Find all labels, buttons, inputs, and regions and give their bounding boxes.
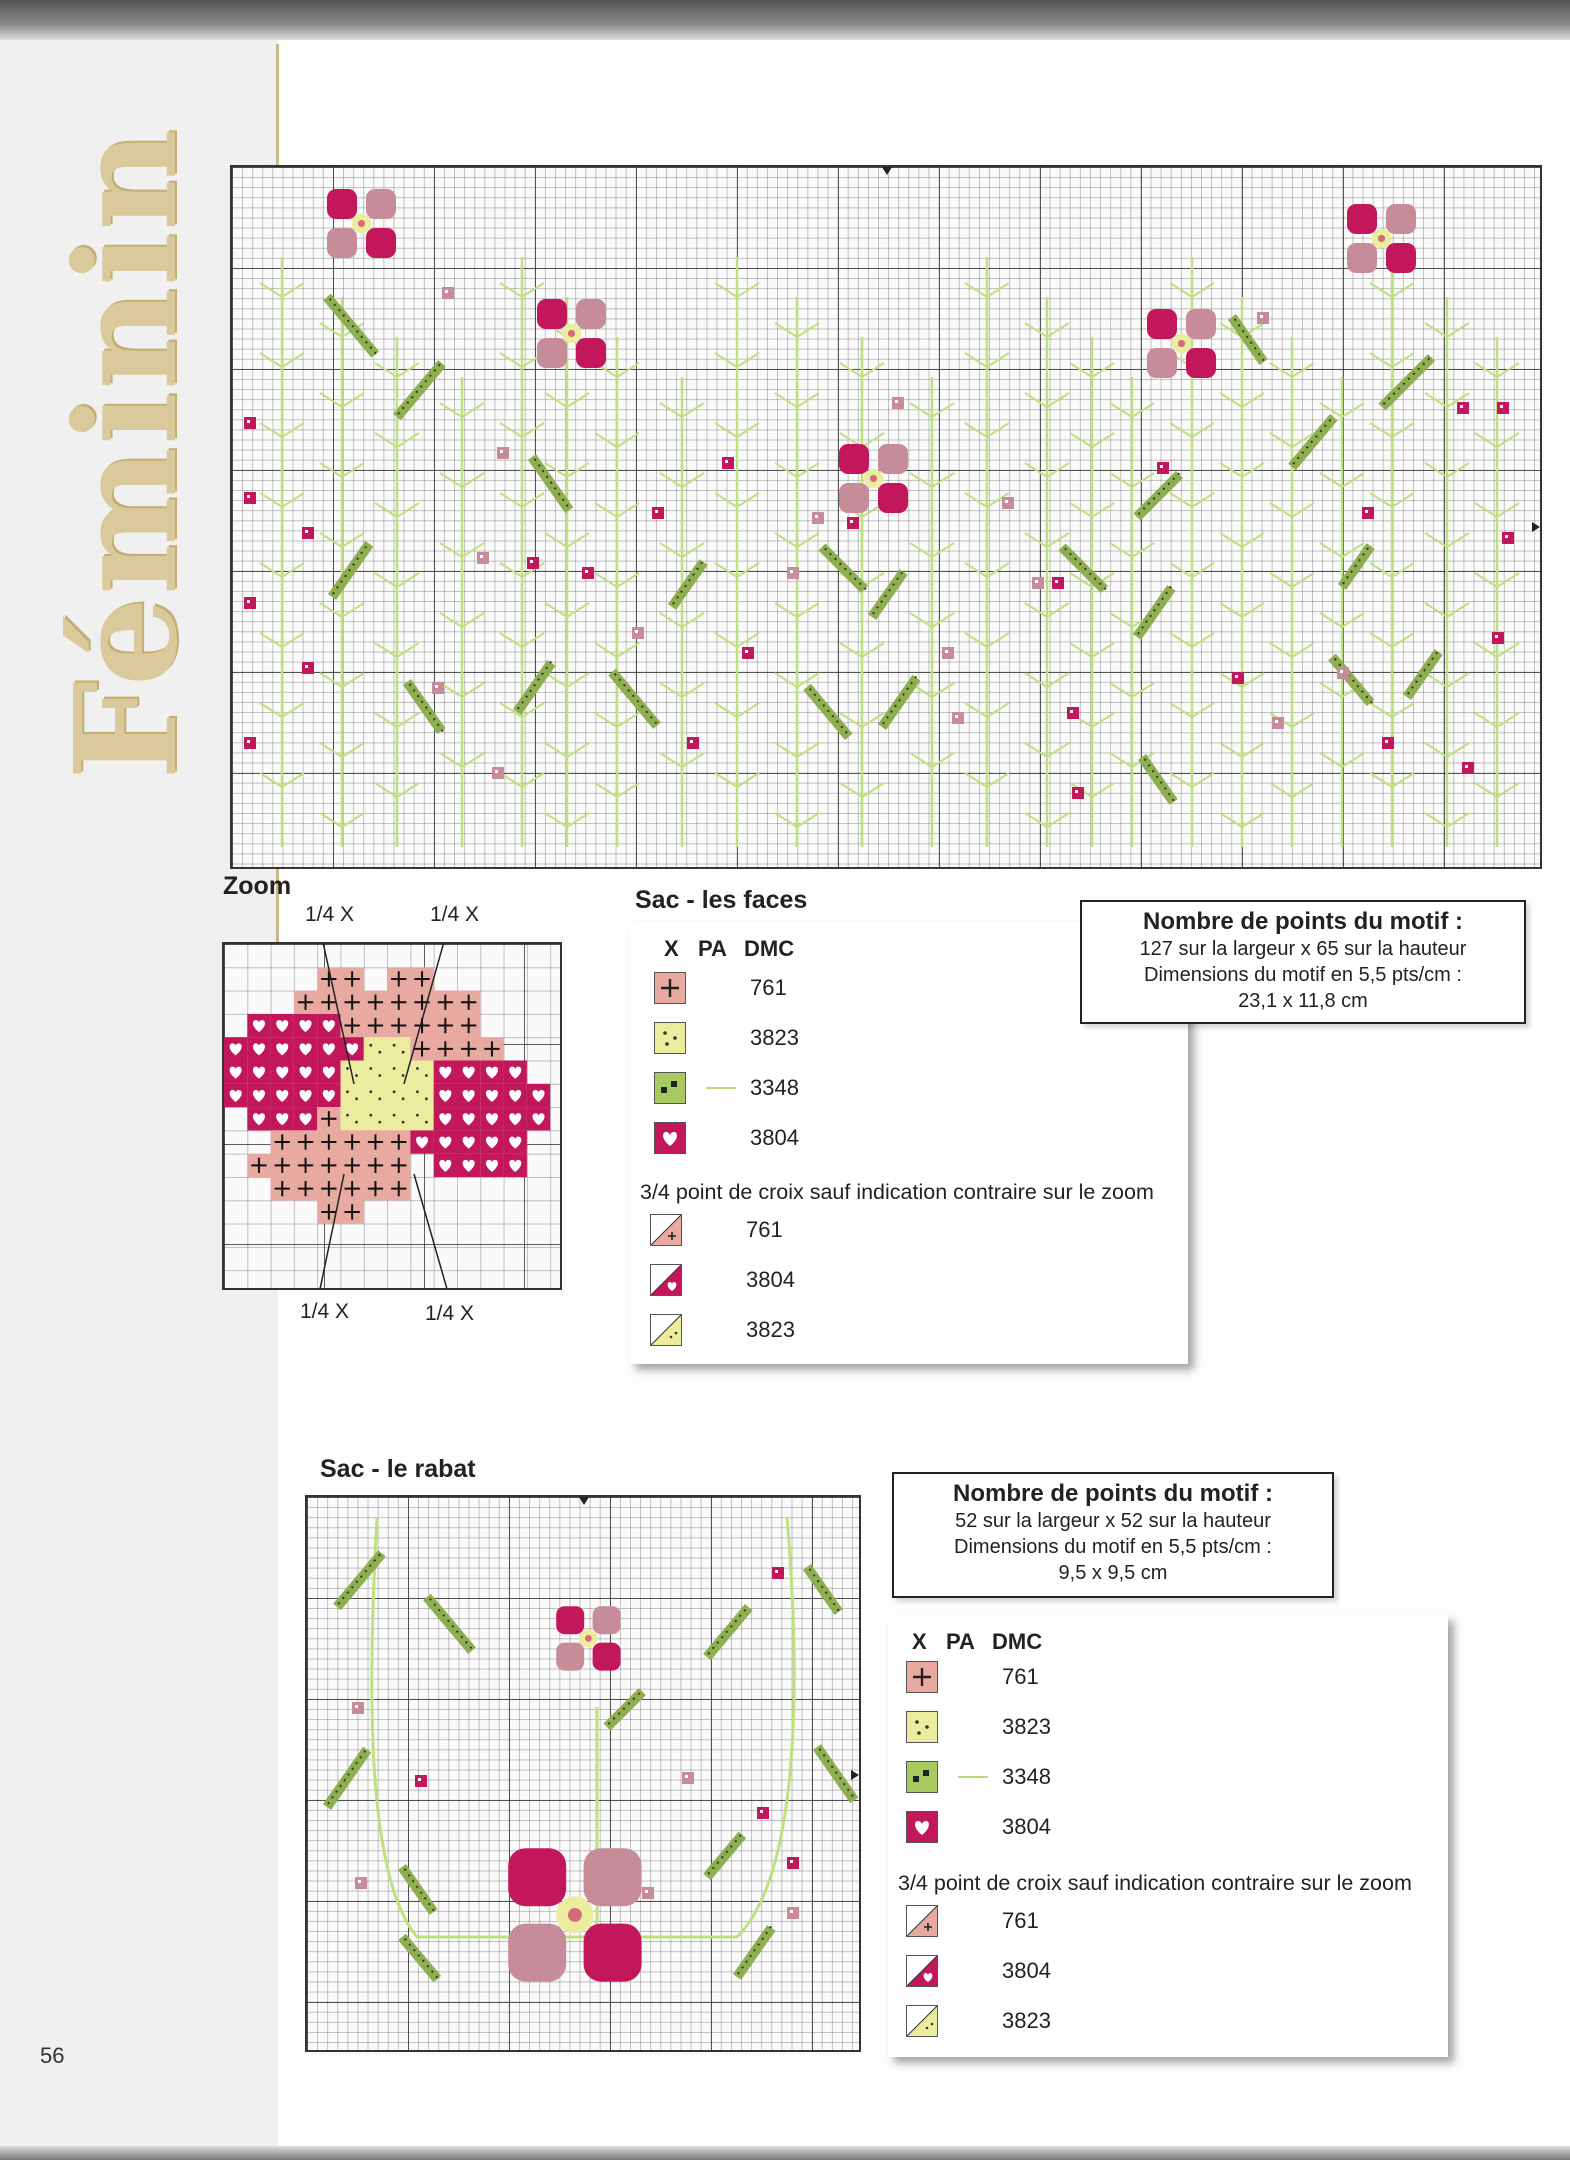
center-marker bbox=[882, 167, 892, 175]
legend-code: 3804 bbox=[1002, 1814, 1051, 1839]
squares-icon bbox=[906, 1761, 938, 1793]
zoom-label-bottom-right: 1/4 X bbox=[425, 1302, 475, 1325]
legend-code: 3823 bbox=[1002, 1714, 1051, 1739]
zoom-cell bbox=[410, 1107, 433, 1130]
legend-col-dmc: DMC bbox=[744, 936, 795, 961]
rabat-legend bbox=[888, 1615, 1448, 2057]
leaf bbox=[1328, 654, 1375, 707]
legend-row-34-3804 bbox=[650, 1264, 1170, 1296]
legend-code: 761 bbox=[1002, 1664, 1039, 1689]
rabat-pattern-motifs bbox=[307, 1497, 859, 2050]
plus-icon bbox=[906, 1661, 938, 1693]
zoom-label-top-right: 1/4 X bbox=[430, 903, 480, 926]
zoom-label-top-left: 1/4 X bbox=[305, 903, 355, 926]
center-marker bbox=[579, 1497, 589, 1505]
legend-code: 761 bbox=[1002, 1908, 1039, 1933]
legend-code: 3823 bbox=[1002, 2008, 1051, 2033]
leaf bbox=[603, 1688, 645, 1730]
leaf bbox=[668, 559, 708, 610]
rabat-info-line2: Dimensions du motif en 5,5 pts/cm : bbox=[954, 1536, 1272, 1558]
legend-code: 3804 bbox=[746, 1267, 795, 1292]
legend-col-pa: PA bbox=[946, 1629, 975, 1654]
half-dots-icon bbox=[906, 2005, 938, 2037]
backstitch-line bbox=[958, 1776, 988, 1778]
heart-icon bbox=[906, 1811, 938, 1843]
half-heart-icon bbox=[906, 1955, 938, 1987]
half-heart-icon bbox=[650, 1264, 682, 1296]
zoom-cell bbox=[387, 1107, 410, 1130]
leaf bbox=[803, 684, 852, 740]
leaf bbox=[1138, 754, 1178, 805]
squares-icon bbox=[654, 1072, 686, 1104]
leaf bbox=[1338, 543, 1375, 590]
leaf bbox=[398, 1864, 438, 1915]
rabat-pattern-chart bbox=[305, 1495, 861, 2052]
legend-col-pa: PA bbox=[698, 936, 727, 961]
leaf bbox=[1378, 354, 1435, 411]
zoom-cell bbox=[341, 1107, 364, 1130]
legend-code: 3348 bbox=[750, 1075, 799, 1100]
rabat-title: Sac - le rabat bbox=[320, 1455, 476, 1483]
rabat-info-line3: 9,5 x 9,5 cm bbox=[1058, 1562, 1168, 1584]
page-title bbox=[45, 127, 209, 780]
faces-info-line1: 127 sur la largeur x 65 sur la hauteur bbox=[1139, 938, 1467, 960]
plus-icon bbox=[654, 972, 686, 1004]
zoom-chart bbox=[222, 942, 562, 1290]
zoom-cell bbox=[364, 1084, 387, 1107]
leaf bbox=[323, 1747, 371, 1810]
zoom-cell bbox=[341, 1084, 364, 1107]
zoom-cell bbox=[410, 1061, 433, 1084]
legend-row-3804 bbox=[654, 1122, 1174, 1154]
legend-row-3823 bbox=[906, 1711, 1426, 1743]
legend-col-x: X bbox=[664, 936, 679, 961]
faces-info-line3: 23,1 x 11,8 cm bbox=[1238, 990, 1368, 1012]
scan-top-edge bbox=[0, 0, 1570, 40]
flower bbox=[537, 299, 606, 368]
zoom-cell bbox=[410, 1084, 433, 1107]
legend-code: 3823 bbox=[746, 1317, 795, 1342]
dots-icon bbox=[906, 1711, 938, 1743]
legend-col-dmc: DMC bbox=[992, 1629, 1043, 1654]
faces-pattern-chart bbox=[230, 165, 1542, 869]
leaf bbox=[1133, 584, 1176, 640]
leaf bbox=[703, 1832, 746, 1881]
backstitch-line bbox=[706, 1087, 736, 1089]
leaf bbox=[1133, 470, 1183, 520]
faces-info-box bbox=[1080, 900, 1526, 1024]
legend-row-34-761 bbox=[906, 1905, 1426, 1937]
leaf bbox=[1403, 649, 1443, 700]
flower bbox=[1147, 309, 1216, 378]
scan-bottom-edge bbox=[0, 2146, 1570, 2160]
legend-code: 3348 bbox=[1002, 1764, 1051, 1789]
heart-icon bbox=[654, 1122, 686, 1154]
faces-title: Sac - les faces bbox=[635, 886, 808, 914]
page-number: 56 bbox=[40, 2043, 65, 2068]
flower bbox=[508, 1848, 641, 1981]
legend-row-3823 bbox=[654, 1022, 1174, 1054]
legend-row-761 bbox=[906, 1661, 1426, 1693]
leaf bbox=[1058, 543, 1108, 593]
leaf bbox=[393, 360, 446, 420]
legend-note: 3/4 point de croix sauf indication contraire sur le zoom bbox=[640, 1180, 1154, 1204]
zoom-cell bbox=[387, 1084, 410, 1107]
zoom-cell bbox=[364, 1107, 387, 1130]
center-marker bbox=[851, 1770, 859, 1780]
leaf bbox=[703, 1604, 752, 1660]
zoom-cell bbox=[364, 1061, 387, 1084]
faces-info-heading: Nombre de points du motif : bbox=[1143, 908, 1463, 935]
faces-pattern-motifs bbox=[232, 167, 1540, 867]
zoom-cell bbox=[387, 1037, 410, 1060]
leaf bbox=[323, 294, 379, 358]
legend-code: 3804 bbox=[750, 1125, 799, 1150]
zoom-title: Zoom bbox=[223, 872, 292, 900]
legend-row-34-761 bbox=[650, 1214, 1170, 1246]
flower bbox=[327, 189, 396, 258]
faces-info-line2: Dimensions du motif en 5,5 pts/cm : bbox=[1144, 964, 1462, 986]
legend-row-34-3823 bbox=[906, 2005, 1426, 2037]
legend-code: 3804 bbox=[1002, 1958, 1051, 1983]
leaf bbox=[513, 659, 556, 715]
center-marker bbox=[1532, 522, 1540, 532]
legend-code: 761 bbox=[750, 975, 787, 1000]
dots-icon bbox=[654, 1022, 686, 1054]
legend-row-34-3823 bbox=[650, 1314, 1170, 1346]
rabat-info-box bbox=[892, 1472, 1334, 1598]
leaf bbox=[878, 674, 921, 730]
half-plus-icon bbox=[906, 1905, 938, 1937]
zoom-flower bbox=[224, 944, 560, 1288]
zoom-cell bbox=[364, 1037, 387, 1060]
leaf bbox=[328, 541, 373, 600]
leaf bbox=[333, 1550, 386, 1610]
leaf bbox=[868, 569, 908, 620]
half-plus-icon bbox=[650, 1214, 682, 1246]
rabat-info-line1: 52 sur la largeur x 52 sur la hauteur bbox=[955, 1510, 1271, 1532]
flower bbox=[556, 1606, 620, 1670]
flower bbox=[839, 444, 908, 513]
legend-col-x: X bbox=[912, 1629, 927, 1654]
leaf bbox=[1288, 414, 1337, 470]
leaf bbox=[423, 1594, 476, 1654]
zoom-label-bottom-left: 1/4 X bbox=[300, 1300, 350, 1323]
rabat-info-heading: Nombre de points du motif : bbox=[953, 1480, 1273, 1507]
legend-code: 761 bbox=[746, 1217, 783, 1242]
legend-row-3348 bbox=[654, 1072, 1174, 1104]
zoom-pointer bbox=[414, 1174, 449, 1288]
legend-row-3804 bbox=[906, 1811, 1426, 1843]
leaf bbox=[803, 1564, 843, 1615]
legend-row-3348 bbox=[906, 1761, 1426, 1793]
legend-note: 3/4 point de croix sauf indication contraire sur le zoom bbox=[898, 1871, 1412, 1895]
legend-code: 3823 bbox=[750, 1025, 799, 1050]
page-title-text: Féminin bbox=[45, 127, 209, 780]
flower bbox=[1347, 204, 1416, 273]
leaf bbox=[398, 1934, 441, 1983]
legend-row-34-3804 bbox=[906, 1955, 1426, 1987]
half-dots-icon bbox=[650, 1314, 682, 1346]
